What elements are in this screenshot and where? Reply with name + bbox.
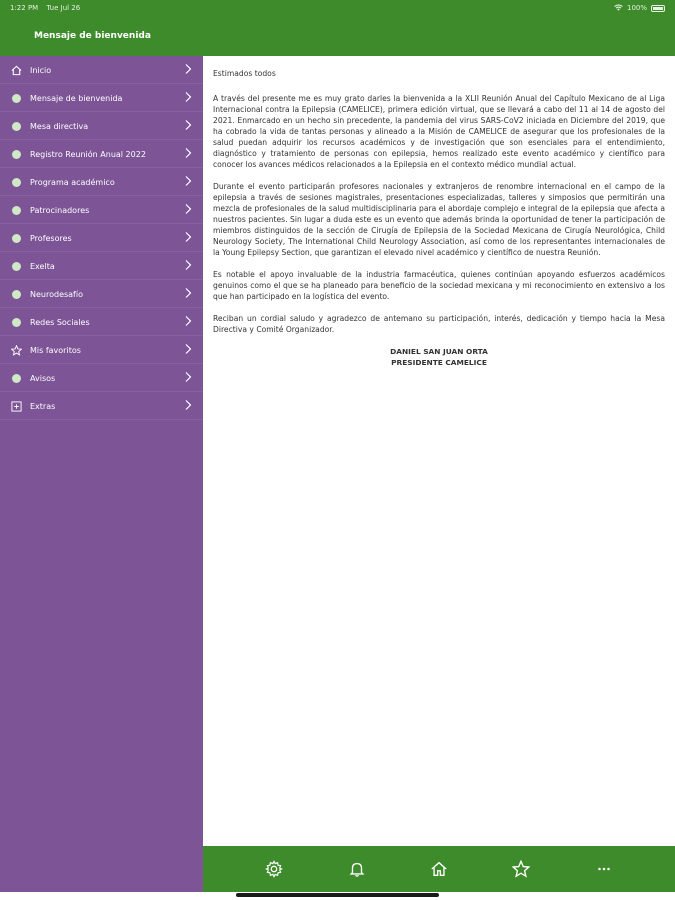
menu-bullet-icon bbox=[11, 373, 22, 384]
paragraph: Es notable el apoyo invaluable de la industria farmacéutica, quienes continúan apoyando esfuerzos académicos genuinos como el que se ha planeado para beneficio de la sociedad mexicana y mi reconocimiento en extensivo a los que han participado en la logística del evento. bbox=[213, 270, 665, 301]
sidebar-item-mensaje-bienvenida[interactable] bbox=[0, 84, 203, 112]
bell-icon bbox=[348, 860, 366, 878]
signature bbox=[213, 346, 665, 368]
chevron-right-icon bbox=[183, 343, 193, 355]
sidebar-item-label: Mis favoritos bbox=[30, 345, 81, 355]
paragraph: Durante el evento participarán profesores nacionales y extranjeros de renombre internacional en el campo de la epilepsia a través de sesiones magistrales, presentaciones especializadas, talleres y simposios que permitirán una mezcla de profesionales de la salud multidisciplinaria para el abordaje complejo e integral de la epilepsia que afecta a nuestros pacientes. Sin lugar a duda este es un evento que además brinda la oportunidad de tener la participación de miembros distinguidos de la sección de Cirugía de Epilepsia de la Sociedad Mexicana de Cirugía Neurológica, Child Neurology Society, The International Child Neurology Association, así como de los representantes internacionales de la Young Epilepsy Section, que garantizan el elevado nivel académico y científico de nuestra Reunión. bbox=[213, 182, 665, 257]
chevron-right-icon bbox=[183, 231, 193, 243]
home-indicator[interactable] bbox=[236, 893, 439, 897]
menu-bullet-icon bbox=[11, 205, 22, 216]
sidebar-item-label: Exelta bbox=[30, 261, 55, 271]
notifications-tab[interactable] bbox=[345, 857, 369, 881]
sidebar-item-mis-favoritos[interactable] bbox=[0, 336, 203, 364]
sidebar-item-label: Inicio bbox=[30, 65, 52, 75]
home-icon bbox=[11, 65, 22, 76]
chevron-right-icon bbox=[183, 287, 193, 299]
more-icon bbox=[595, 860, 613, 878]
home-icon bbox=[430, 860, 448, 878]
menu-bullet-icon bbox=[11, 317, 22, 328]
sidebar-item-extras[interactable] bbox=[0, 392, 203, 420]
chevron-right-icon bbox=[183, 147, 193, 159]
sidebar-item-inicio[interactable] bbox=[0, 56, 203, 84]
sidebar-item-avisos[interactable] bbox=[0, 364, 203, 392]
page-title: Mensaje de bienvenida bbox=[34, 31, 151, 41]
sidebar-item-label: Neurodesafío bbox=[30, 289, 83, 299]
status-time: 1:22 PM bbox=[10, 4, 39, 12]
more-tab[interactable] bbox=[592, 857, 616, 881]
chevron-right-icon bbox=[183, 203, 193, 215]
sidebar-item-label: Redes Sociales bbox=[30, 317, 90, 327]
header bbox=[0, 16, 675, 56]
sidebar-item-label: Mensaje de bienvenida bbox=[30, 93, 123, 103]
bottom-tab-bar bbox=[203, 846, 675, 892]
menu-bullet-icon bbox=[11, 177, 22, 188]
menu-bullet-icon bbox=[11, 93, 22, 104]
settings-tab[interactable] bbox=[262, 857, 286, 881]
sidebar-item-registro-reunion[interactable] bbox=[0, 140, 203, 168]
chevron-right-icon bbox=[183, 399, 193, 411]
chevron-right-icon bbox=[183, 259, 193, 271]
sidebar-item-label: Extras bbox=[30, 401, 56, 411]
menu-bullet-icon bbox=[11, 261, 22, 272]
menu-bullet-icon bbox=[11, 289, 22, 300]
signature-title: PRESIDENTE CAMELICE bbox=[391, 358, 487, 367]
sidebar-item-label: Mesa directiva bbox=[30, 121, 89, 131]
chevron-right-icon bbox=[183, 175, 193, 187]
chevron-right-icon bbox=[183, 119, 193, 131]
sidebar-item-neurodesafio[interactable] bbox=[0, 280, 203, 308]
chevron-right-icon bbox=[183, 91, 193, 103]
chevron-right-icon bbox=[183, 371, 193, 383]
sidebar-item-label: Avisos bbox=[30, 373, 56, 383]
sidebar bbox=[0, 56, 203, 892]
battery-percent: 100% bbox=[626, 4, 647, 12]
star-icon bbox=[512, 860, 530, 878]
signature-name: DANIEL SAN JUAN ORTA bbox=[390, 347, 488, 356]
menu-bullet-icon bbox=[11, 233, 22, 244]
menu-bullet-icon bbox=[11, 121, 22, 132]
battery-icon bbox=[651, 5, 665, 12]
welcome-message-content bbox=[203, 56, 675, 846]
sidebar-item-mesa-directiva[interactable] bbox=[0, 112, 203, 140]
wifi-icon bbox=[614, 4, 623, 13]
menu-bullet-icon bbox=[11, 149, 22, 160]
chevron-right-icon bbox=[183, 315, 193, 327]
status-bar bbox=[0, 0, 675, 16]
paragraph: Reciban un cordial saludo y agradezco de antemano su participación, interés, dedicación y tiempo hacia la Mesa Directiva y Comité Organizador. bbox=[213, 314, 665, 334]
gear-icon bbox=[265, 860, 283, 878]
chevron-right-icon bbox=[183, 63, 193, 75]
favorites-tab[interactable] bbox=[509, 857, 533, 881]
paragraph: A través del presente me es muy grato darles la bienvenida a la XLII Reunión Anual del Capítulo Mexicano de al Liga Internacional contra la Epilepsia (CAMELICE), primera edición virtual, que se llevará a cabo del 11 al 14 de agosto del 2021. Enmarcado en un hecho sin precedente, la pandemia del virus SARS-CoV2 iniciada en Diciembre del 2019, que ha cobrado la vida de tantas personas y alineado a la Misión de CAMELICE de asegurar que los profesionales de la salud puedan adquirir los recursos académicos y de investigación que son esenciales para el entendimiento, diagnóstico y tratamiento de personas con epilepsia, hemos realizado este evento académico y científico para conocer los avances médicos relacionados a la Epilepsia en el contexto médico mundial actual. bbox=[213, 94, 665, 169]
plus-square-icon bbox=[11, 401, 22, 412]
sidebar-item-label: Registro Reunión Anual 2022 bbox=[30, 149, 146, 159]
status-date: Tue Jul 26 bbox=[46, 4, 81, 12]
sidebar-item-redes-sociales[interactable] bbox=[0, 308, 203, 336]
sidebar-item-exelta[interactable] bbox=[0, 252, 203, 280]
sidebar-item-programa-academico[interactable] bbox=[0, 168, 203, 196]
home-tab[interactable] bbox=[427, 857, 451, 881]
sidebar-item-label: Patrocinadores bbox=[30, 205, 90, 215]
sidebar-item-label: Programa académico bbox=[30, 177, 115, 187]
star-icon bbox=[11, 345, 22, 356]
sidebar-item-label: Profesores bbox=[30, 233, 72, 243]
sidebar-item-profesores[interactable] bbox=[0, 224, 203, 252]
greeting-text: Estimados todos bbox=[213, 69, 276, 78]
sidebar-item-patrocinadores[interactable] bbox=[0, 196, 203, 224]
